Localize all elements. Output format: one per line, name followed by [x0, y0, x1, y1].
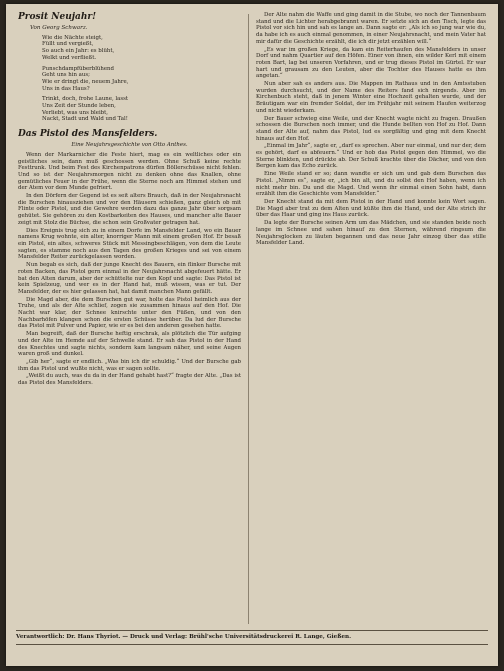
story-paragraph: Die Magd aber, die dem Burschen gut war, holte das Pistol heimlich aus der Truhe, und als der Alte schlief, zogen sie zusammen hinaus auf den Hof. Die Nacht war klar, der Schnee knirschte unter den Füßen, und von den Nachbarhöfen klangen schon die ersten Schüsse herüber. Da lud der Bursche das Pistol mit Pulver und Papier, wie er es bei den anderen gesehen hatte.: [18, 296, 241, 330]
story-paragraph: Nun begab es sich, daß der junge Knecht des Bauern, ein flinker Bursche mit roten Backen, das Pistol gern einmal in der Neujahrsnacht abgefeuert hätte. Er bat den Alten darum, aber der schüttelte nur den Kopf und sagte: Das Pistol ist kein Spielzeug, und wer es in der Hand hat, muß wissen, was er tut. Der Mansfelder, der es hier gelassen hat, hat damit manchen Mann gefällt.: [18, 262, 241, 295]
story-paragraph: Der Bauer schwieg eine Weile, und der Knecht wagte nicht zu fragen. Draußen schossen die Burschen noch immer, und die Hunde bellten von Hof zu Hof. Dann stand der Alte auf, nahm das Pistol, lud es sorgfältig und ging mit dem Knecht hinaus auf den Hof.: [256, 115, 486, 142]
story-paragraph: Der Knecht stand da mit dem Pistol in der Hand und konnte kein Wort sagen. Die Magd aber trat zu dem Alten und küßte ihm die Hand, und der Alte strich ihr über das Haar und ging ins Haus zurück.: [256, 198, 486, 219]
right-column: [256, 12, 486, 624]
story-paragraph: „Einmal im Jahr“, sagte er, „darf es sprechen. Aber nur einmal, und nur der, dem es gehört, darf es abfeuern.“ Und er hob das Pistol gegen den Himmel, wo die Sterne blinkten, und drückte ab. Der Schuß krachte über die Dächer, und von den Bergen kam das Echo zurück.: [256, 143, 486, 170]
story-paragraph: In den Dörfern der Gegend ist es seit alters Brauch, daß in der Neujahrsnacht die Burschen hinausziehen und vor den Häusern schießen, ganz gleich ob mit Flinte oder Pistol, und die Gewehre werden dazu das ganze Jahr über sorgsam gehütet. Sie gehören zu den Kostbarkeiten des Hauses, und mancher alte Bauer zeigt mit Stolz die Büchse, die schon sein Großvater getragen hat.: [18, 193, 241, 226]
footer-rule: [16, 644, 488, 645]
column-divider: [248, 14, 249, 624]
story-paragraph: „Weißt du auch, was du da in der Hand gehabt hast?“ fragte der Alte. „Das ist das Pistol des Mansfelders.: [18, 373, 241, 387]
poem-stanza: [42, 35, 241, 62]
poem-title: Prosit Neujahr!: [18, 12, 97, 22]
poem-line: Trinkt, doch, frohe Laune, lasst: [42, 96, 129, 103]
poem-stanzas: [18, 35, 241, 123]
poem: [18, 12, 241, 123]
story-paragraph: „Gib her“, sagte er endlich. „Was bin ich dir schuldig.“ Und der Bursche gab ihm das Pistol und wußte nicht, was er sagen sollte.: [18, 358, 241, 372]
poem-line: Wie er dringt die, neuem Jahre,: [42, 78, 129, 85]
poem-line: Geht uns hin aus;: [42, 72, 90, 79]
story-paragraph: Wenn der Markarnicher die Feste hiert, mag es ein weltliches oder ein geistliches sein, dann muß geschossen werden. Ohne Schuß keine rechte Festtrunk. Und beim Fest des Kirchenpatrons dürfen Böllerschüsse nicht fehlen. Und so ist der Neujahrsmorgen nicht zu denken ohne das Knallen, ohne gemütliches Feuer in der Frühe, wenn die Sterne noch am Himmel stehen und der Atem vor dem Munde gefriert.: [18, 151, 241, 192]
poem-line: Wie die Nächte steigt,: [42, 34, 103, 41]
poem-line: Uns Zeit der Stunde leben,: [42, 103, 116, 110]
story-paragraph: Dies Ereignis trug sich zu in einem Dorfe im Mansfelder Land, wo ein Bauer namens Krug wohnte, ein alter, knorriger Mann mit einem großen Hof. Er besaß ein Pistol, ein altes, schweres Stück mit Messingbeschlägen, von dem die Leute sagten, es stamme noch aus den Tagen des großen Krieges und sei von einem Mansfelder Reiter zurückgelassen worden.: [18, 227, 241, 261]
poem-line: So auch ein Jahr: es blüht,: [42, 48, 115, 55]
story-body-left: [18, 152, 241, 387]
poem-author: Von Georg Schwarz.: [30, 25, 88, 31]
poem-line: Uns in das Haus?: [42, 85, 90, 92]
story-subtitle: Eine Neujahrsgeschichte von Otto Anthes.: [71, 142, 188, 149]
poem-line: Füllt und vergießt,: [42, 41, 94, 48]
story-paragraph: Nun aber sah es anders aus. Die Mappen im Rathaus und in den Amtsstuben wurden durchsucht, und der Name des Reiters fand sich nirgends. Aber im Kirchenbuch steht, daß in jenem Winter eine Hochzeit gehalten wurde, und der Bräutigam war ein fremder Soldat, der im Frühjahr mit seinem Haufen weiterzog und nicht wiederkam.: [256, 81, 486, 114]
poem-line: Punschdampfüberblühend: [42, 65, 114, 72]
poem-line: Nackt, Stadt und Wald und Tal!: [42, 116, 128, 123]
newspaper-page: [6, 4, 498, 666]
poem-line: Verliebt, was uns bleibt,: [42, 109, 108, 116]
story-paragraph: Man begreift, daß der Bursche heftig erschrak, als plötzlich die Tür aufging und der Alte im Hemde auf der Schwelle stand. Er sah das Pistol in der Hand des Knechtes und sagte nichts, sondern kam langsam näher, und seine Augen waren groß und dunkel.: [18, 331, 241, 358]
poem-line: Welkt und verfließt.: [42, 54, 97, 61]
imprint-footer: Verantwortlich: Dr. Hans Thyriot. — Druck und Verlag: Brühl'sche Universitätsdruckerei R. Lange, Gießen.: [16, 630, 488, 641]
story-title: Das Pistol des Mansfelders.: [18, 129, 158, 140]
poem-stanza: [42, 96, 241, 123]
story-paragraph: Da legte der Bursche seinen Arm um das Mädchen, und sie standen beide noch lange im Schnee und sahen hinauf zu den Sternen, während ringsum die Neujahrsglocken zu läuten begannen und das neue Jahr einzog über das stille Mansfelder Land.: [256, 220, 486, 247]
left-column: [18, 12, 241, 624]
story-paragraph: „Es war im großen Kriege, da kam ein Reiterhaufen des Mansfelders in unser Dorf und nahm Quartier auf den Höfen. Einer von ihnen, ein wilder Kerl mit einem roten Bart, lag bei unseren Vorfahren, und er trug dieses Pistol im Gürtel. Er war hart und grausam zu den Leuten, aber die Tochter des Hauses hatte es ihm angetan.“: [256, 46, 486, 80]
story-body-right: [256, 12, 486, 247]
poem-stanza: [42, 66, 241, 93]
story-paragraph: Der Alte nahm die Waffe und ging damit in die Stube, wo noch der Tannenbaum stand und die Lichter herabgebrannt waren. Er setzte sich an den Tisch, legte das Pistol vor sich hin und sah es lange an. Dann sagte er: „Als ich so jung war wie du, da habe ich es auch einmal genommen, in einer Neujahrsnacht, und mein Vater hat mir dafür die Geschichte erzählt, die ich dir jetzt erzählen will.“: [256, 12, 486, 45]
story-paragraph: Eine Weile stand er so; dann wandte er sich um und gab dem Burschen das Pistol. „Nimm es“, sagte er, „ich bin alt, und du sollst den Hof haben, wenn ich nicht mehr bin. Du und die Magd. Und wenn ihr einmal einen Sohn habt, dann erzählt ihm die Geschichte vom Mansfelder.“: [256, 171, 486, 198]
